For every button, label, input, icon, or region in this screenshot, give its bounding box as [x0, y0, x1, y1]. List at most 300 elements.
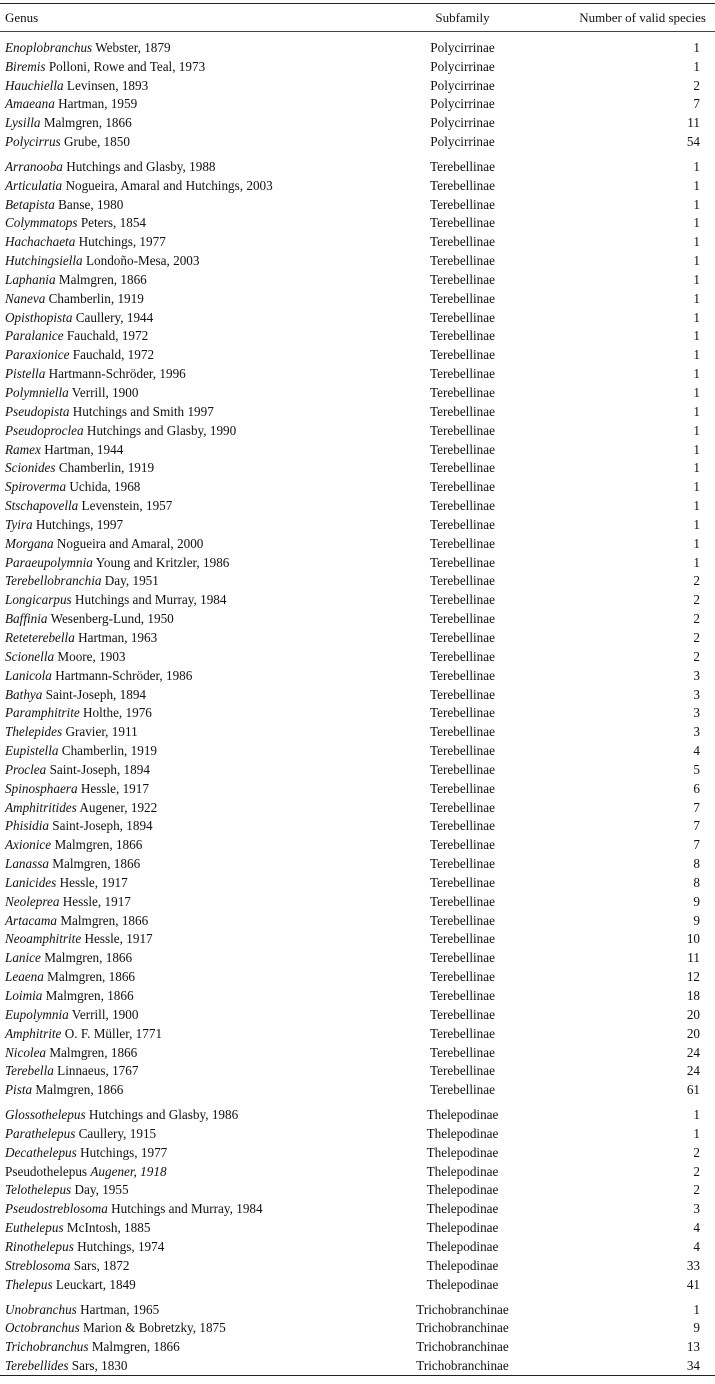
subfamily-cell: Terebellinae [430, 1063, 495, 1079]
genus-authority: Malmgren, 1866 [58, 271, 147, 287]
table-row [0, 704, 715, 723]
genus-cell [0, 348, 360, 361]
genus-name: Thelepus [5, 1276, 53, 1292]
genus-cell [0, 556, 360, 569]
genus-authority: Hartman, 1959 [58, 96, 138, 112]
genus-cell [0, 970, 360, 983]
genus-cell [0, 951, 360, 964]
genus-name: Nicolea [5, 1044, 47, 1060]
genus-cell [0, 135, 360, 148]
genus-name: Telothelepus [5, 1182, 72, 1198]
genus-cell [0, 41, 360, 54]
species-count-cell: 9 [693, 1320, 700, 1336]
table-row [0, 1275, 715, 1294]
genus-authority: Chamberlin, 1919 [58, 460, 155, 476]
species-count-cell: 1 [693, 215, 700, 231]
genus-cell [0, 216, 360, 229]
subfamily-cell: Terebellinae [430, 874, 495, 890]
species-count-cell: 11 [687, 950, 700, 966]
species-count-cell: 3 [693, 724, 700, 740]
subfamily-cell: Terebellinae [430, 1006, 495, 1022]
table-row [0, 289, 715, 308]
genus-name: Laphania [5, 271, 56, 287]
table-row [0, 628, 715, 647]
genus-cell [0, 461, 360, 474]
genus-name: Lanice [5, 950, 41, 966]
subfamily-cell: Terebellinae [430, 422, 495, 438]
genus-cell [0, 79, 360, 92]
genus-name: Parathelepus [5, 1125, 76, 1141]
subfamily-cell: Thelepodinae [426, 1144, 499, 1160]
genus-authority: Caullery, 1944 [75, 309, 154, 325]
species-count-cell: 1 [693, 366, 700, 382]
genus-cell [0, 1027, 360, 1040]
subfamily-cell: Terebellinae [430, 856, 495, 872]
genus-authority: Moore, 1903 [57, 648, 126, 664]
species-count-cell: 3 [693, 705, 700, 721]
species-count-cell: 8 [693, 856, 700, 872]
genus-cell [0, 1202, 360, 1215]
species-count-cell: 1 [693, 479, 700, 495]
genus-authority: Saint-Joseph, 1894 [45, 686, 147, 702]
genus-authority: Nogueira, Amaral and Hutchings, 2003 [65, 177, 273, 193]
subfamily-cell: Thelepodinae [426, 1107, 499, 1123]
genus-authority: Uchida, 1968 [69, 479, 141, 495]
genus-cell [0, 1046, 360, 1059]
genus-cell [0, 914, 360, 927]
species-count-cell: 7 [693, 96, 700, 112]
subfamily-cell: Terebellinae [430, 837, 495, 853]
subfamily-cell: Terebellinae [430, 535, 495, 551]
genus-authority: Hessle, 1917 [62, 893, 131, 909]
subfamily-cell: Polycirrinae [430, 39, 495, 55]
genus-cell [0, 179, 360, 192]
species-count-cell: 2 [693, 1163, 700, 1179]
subfamily-cell: Thelepodinae [426, 1238, 499, 1254]
genus-cell [0, 782, 360, 795]
genus-cell [0, 1165, 360, 1178]
subfamily-cell: Terebellinae [430, 516, 495, 532]
genus-authority: Holthe, 1976 [83, 705, 152, 721]
species-count-cell: 1 [693, 158, 700, 174]
table-row [0, 1005, 715, 1024]
genus-authority: Malmgren, 1866 [91, 1339, 180, 1355]
species-count-cell: 20 [686, 1025, 700, 1041]
genus-name: Biremis [5, 58, 46, 74]
genus-cell [0, 480, 360, 493]
species-count-cell: 2 [693, 573, 700, 589]
table-row [0, 911, 715, 930]
table-row [0, 113, 715, 132]
genus-cell [0, 819, 360, 832]
genus-authority: Linnaeus, 1767 [57, 1063, 139, 1079]
genus-cell [0, 895, 360, 908]
genus-cell [0, 1278, 360, 1291]
genus-authority: Malmgren, 1866 [54, 837, 143, 853]
subfamily-cell: Polycirrinae [430, 58, 495, 74]
genus-name: Baffinia [5, 611, 48, 627]
genus-authority: Malmgren, 1866 [52, 856, 141, 872]
subfamily-cell: Trichobranchinae [416, 1339, 509, 1355]
genus-cell [0, 499, 360, 512]
subfamily-cell: Terebellinae [430, 460, 495, 476]
subfamily-cell: Terebellinae [430, 988, 495, 1003]
species-count-cell: 1 [693, 403, 700, 419]
genus-cell [0, 1183, 360, 1196]
subfamily-cell: Terebellinae [430, 724, 495, 740]
subfamily-cell: Terebellinae [430, 592, 495, 608]
species-count-cell: 34 [686, 1358, 700, 1374]
genus-cell [0, 1240, 360, 1253]
genus-cell [0, 688, 360, 701]
subfamily-cell: Terebellinae [430, 328, 495, 344]
genus-cell [0, 744, 360, 757]
genus-cell [0, 1008, 360, 1021]
table-row [0, 57, 715, 76]
species-count-cell: 1 [693, 309, 700, 325]
species-count-cell: 1 [693, 516, 700, 532]
subfamily-cell: Terebellinae [430, 969, 495, 985]
genus-name: Euthelepus [5, 1220, 64, 1236]
genus-cell [0, 235, 360, 248]
genus-cell [0, 1359, 360, 1372]
genus-name: Articulatia [5, 177, 63, 193]
genus-authority: Polloni, Rowe and Teal, 1973 [48, 58, 206, 74]
genus-cell [0, 329, 360, 342]
genus-name: Arranooba [5, 158, 63, 174]
genus-authority: Hutchings and Glasby, 1988 [66, 158, 216, 174]
table-row [0, 195, 715, 214]
table-row [0, 364, 715, 383]
subfamily-cell: Terebellinae [430, 441, 495, 457]
table-row [0, 1337, 715, 1356]
genus-authority: Day, 1951 [104, 573, 159, 589]
genus-cell [0, 424, 360, 437]
species-count-cell: 18 [686, 988, 700, 1003]
table-row [0, 666, 715, 685]
table-row [0, 873, 715, 892]
species-count-cell: 2 [693, 77, 700, 93]
subfamily-cell: Terebellinae [430, 498, 495, 514]
genus-name: Spinosphaera [5, 780, 78, 796]
genus-cell [0, 60, 360, 73]
species-table [0, 3, 715, 1376]
species-count-cell: 2 [693, 1144, 700, 1160]
genus-name: Paramphitrite [5, 705, 80, 721]
subfamily-cell: Terebellinae [430, 686, 495, 702]
genus-authority: Grube, 1850 [63, 134, 130, 150]
subfamily-cell: Terebellinae [430, 385, 495, 400]
table-row [0, 892, 715, 911]
table-row [0, 1218, 715, 1237]
genus-authority: Hessle, 1917 [59, 874, 128, 890]
table-row [0, 251, 715, 270]
subfamily-cell: Thelepodinae [426, 1182, 499, 1198]
subfamily-cell: Terebellinae [430, 648, 495, 664]
genus-authority: Malmgren, 1866 [43, 115, 132, 131]
table-row [0, 402, 715, 421]
table-row [0, 270, 715, 289]
subfamily-cell: Terebellinae [430, 1082, 495, 1098]
genus-authority: Nogueira and Amaral, 2000 [56, 535, 204, 551]
genus-name: Thelepides [5, 724, 63, 740]
table-row [0, 176, 715, 195]
subfamily-cell: Terebellinae [430, 309, 495, 325]
subfamily-cell: Terebellinae [430, 366, 495, 382]
genus-name: Betapista [5, 196, 55, 212]
genus-name: Phisidia [5, 818, 49, 834]
genus-authority: Malmgren, 1866 [47, 969, 136, 985]
subfamily-cell: Terebellinae [430, 818, 495, 834]
genus-authority: Banse, 1980 [58, 196, 124, 212]
genus-cell [0, 1127, 360, 1140]
species-count-cell: 41 [686, 1276, 700, 1292]
species-count-cell: 24 [686, 1063, 700, 1079]
genus-cell [0, 160, 360, 173]
table-row [0, 346, 715, 365]
genus-authority: Hessle, 1917 [80, 780, 149, 796]
genus-cell [0, 1321, 360, 1334]
genus-authority: Malmgren, 1866 [60, 912, 149, 928]
genus-name: Pseudothelepus [5, 1163, 88, 1179]
subfamily-cell: Polycirrinae [430, 96, 495, 112]
genus-cell [0, 443, 360, 456]
subfamily-cell: Terebellinae [430, 799, 495, 815]
table-row [0, 38, 715, 57]
table-row [0, 1237, 715, 1256]
species-count-cell: 4 [693, 1238, 700, 1254]
subfamily-cell: Terebellinae [430, 271, 495, 287]
genus-name: Amphitrite [5, 1025, 62, 1041]
table-row [0, 534, 715, 553]
subfamily-cell: Terebellinae [430, 177, 495, 193]
table-row [0, 590, 715, 609]
table-row [0, 760, 715, 779]
subfamily-cell: Terebellinae [430, 1025, 495, 1041]
genus-name: Tyira [5, 516, 33, 532]
genus-cell [0, 97, 360, 110]
genus-authority: Hutchings, 1977 [78, 234, 166, 250]
species-count-cell: 33 [686, 1257, 700, 1273]
genus-name: Artacama [5, 912, 58, 928]
table-row [0, 1300, 715, 1319]
genus-name: Pistella [5, 366, 46, 382]
species-count-cell: 1 [693, 328, 700, 344]
table-row [0, 214, 715, 233]
table-row [0, 308, 715, 327]
genus-name: Paraeupolymnia [5, 554, 93, 570]
species-count-cell: 7 [693, 818, 700, 834]
genus-cell [0, 1303, 360, 1316]
table-row [0, 1356, 715, 1375]
species-count-cell: 10 [686, 931, 700, 947]
genus-authority: Londoño-Mesa, 2003 [85, 253, 200, 269]
table-row [0, 930, 715, 949]
subfamily-cell: Terebellinae [430, 196, 495, 212]
subfamily-cell: Terebellinae [430, 705, 495, 721]
genus-authority: Hutchings and Glasby, 1986 [88, 1107, 239, 1123]
genus-authority: O. F. Müller, 1771 [64, 1025, 163, 1041]
genus-cell [0, 198, 360, 211]
subfamily-cell: Thelepodinae [426, 1201, 499, 1217]
genus-cell [0, 669, 360, 682]
species-count-cell: 2 [693, 611, 700, 627]
subfamily-cell: Terebellinae [430, 403, 495, 419]
genus-name: Pseudopista [5, 403, 70, 419]
genus-cell [0, 989, 360, 1002]
table-row [0, 515, 715, 534]
genus-cell [0, 1259, 360, 1272]
genus-cell [0, 857, 360, 870]
species-count-cell: 1 [693, 234, 700, 250]
subfamily-cell: Terebellinae [430, 743, 495, 759]
genus-name: Terebellobranchia [5, 573, 102, 589]
genus-cell [0, 254, 360, 267]
species-count-cell: 1 [693, 441, 700, 457]
header-genus: Genus [5, 9, 39, 25]
genus-name: Loimia [5, 988, 43, 1003]
genus-cell [0, 116, 360, 129]
table-body [0, 32, 715, 1375]
species-count-cell: 2 [693, 629, 700, 645]
genus-name: Morgana [5, 535, 54, 551]
species-count-cell: 1 [693, 253, 700, 269]
genus-authority: Hartman, 1944 [44, 441, 124, 457]
genus-authority: Hartmann-Schröder, 1996 [48, 366, 186, 382]
genus-authority: Malmgren, 1866 [45, 988, 134, 1003]
genus-cell [0, 311, 360, 324]
table-row [0, 157, 715, 176]
genus-cell [0, 706, 360, 719]
subfamily-cell: Terebellinae [430, 780, 495, 796]
species-count-cell: 7 [693, 799, 700, 815]
subfamily-cell: Terebellinae [430, 215, 495, 231]
species-count-cell: 2 [693, 648, 700, 664]
genus-cell [0, 1064, 360, 1077]
species-count-cell: 9 [693, 912, 700, 928]
species-count-cell: 1 [693, 535, 700, 551]
species-count-cell: 1 [693, 422, 700, 438]
species-count-cell: 1 [693, 39, 700, 55]
species-count-cell: 3 [693, 667, 700, 683]
species-count-cell: 1 [693, 385, 700, 400]
subfamily-cell: Terebellinae [430, 234, 495, 250]
genus-authority: Hutchings and Murray, 1984 [111, 1201, 263, 1217]
subfamily-cell: Terebellinae [430, 347, 495, 363]
genus-name: Paralanice [5, 328, 64, 344]
genus-authority: Augener, 1922 [79, 799, 158, 815]
species-count-cell: 2 [693, 1182, 700, 1198]
table-row [0, 383, 715, 402]
table-row [0, 647, 715, 666]
table-row [0, 327, 715, 346]
genus-name: Lanicola [5, 667, 52, 683]
genus-authority: Hartman, 1965 [80, 1301, 160, 1317]
table-row [0, 967, 715, 986]
subfamily-cell: Terebellinae [430, 554, 495, 570]
table-row [0, 440, 715, 459]
genus-authority: Peters, 1854 [80, 215, 147, 231]
genus-name: Hachachaeta [5, 234, 76, 250]
genus-name: Scionella [5, 648, 55, 664]
genus-authority: Gravier, 1911 [65, 724, 138, 740]
genus-authority: Chamberlin, 1919 [61, 743, 158, 759]
genus-cell [0, 631, 360, 644]
subfamily-cell: Terebellinae [430, 912, 495, 928]
genus-cell [0, 593, 360, 606]
genus-name: Unobranchus [5, 1301, 77, 1317]
genus-cell [0, 518, 360, 531]
genus-authority: Wesenberg-Lund, 1950 [50, 611, 174, 627]
subfamily-cell: Thelepodinae [426, 1220, 499, 1236]
table-row [0, 1062, 715, 1081]
table-row [0, 1162, 715, 1181]
table-row [0, 817, 715, 836]
genus-authority: Verrill, 1900 [71, 1006, 139, 1022]
table-row [0, 722, 715, 741]
species-count-cell: 54 [686, 134, 700, 150]
subfamily-cell: Thelepodinae [426, 1163, 499, 1179]
table-row [0, 609, 715, 628]
genus-name: Hutchingsiella [5, 253, 83, 269]
genus-authority: Malmgren, 1866 [35, 1082, 124, 1098]
genus-cell [0, 273, 360, 286]
genus-name: Terebella [5, 1063, 54, 1079]
genus-name: Spiroverma [5, 479, 67, 495]
species-count-cell: 4 [693, 1220, 700, 1236]
table-row [0, 1181, 715, 1200]
genus-name: Octobranchus [5, 1320, 80, 1336]
table-row [0, 1080, 715, 1099]
genus-name: Neoamphitrite [5, 931, 82, 947]
genus-authority: Young and Kritzler, 1986 [95, 554, 230, 570]
table-row [0, 1199, 715, 1218]
subfamily-cell: Terebellinae [430, 629, 495, 645]
species-count-cell: 1 [693, 58, 700, 74]
species-count-cell: 12 [686, 969, 700, 985]
genus-cell [0, 801, 360, 814]
genus-cell [0, 574, 360, 587]
species-count-cell: 2 [693, 592, 700, 608]
genus-authority: Saint-Joseph, 1894 [52, 818, 153, 834]
genus-cell [0, 1221, 360, 1234]
species-count-cell: 13 [686, 1339, 700, 1355]
genus-authority: McIntosh, 1885 [66, 1220, 151, 1236]
genus-authority: Caullery, 1915 [78, 1125, 157, 1141]
subfamily-cell: Terebellinae [430, 290, 495, 306]
genus-name: Streblosoma [5, 1257, 71, 1273]
subfamily-cell: Polycirrinae [430, 115, 495, 131]
genus-cell [0, 763, 360, 776]
table-row [0, 421, 715, 440]
genus-authority: Hutchings and Smith 1997 [72, 403, 214, 419]
genus-cell [0, 838, 360, 851]
table-row [0, 132, 715, 151]
subfamily-cell: Terebellinae [430, 253, 495, 269]
genus-cell [0, 1108, 360, 1121]
genus-name: Hauchiella [5, 77, 64, 93]
table-row [0, 477, 715, 496]
genus-authority: Hutchings, 1997 [35, 516, 124, 532]
genus-name: Eupolymnia [5, 1006, 69, 1022]
subfamily-cell: Polycirrinae [430, 77, 495, 93]
species-count-cell: 3 [693, 686, 700, 702]
genus-name: Rinothelepus [5, 1238, 74, 1254]
table-row [0, 1124, 715, 1143]
species-count-cell: 1 [693, 177, 700, 193]
genus-cell [0, 650, 360, 663]
species-count-cell: 1 [693, 271, 700, 287]
